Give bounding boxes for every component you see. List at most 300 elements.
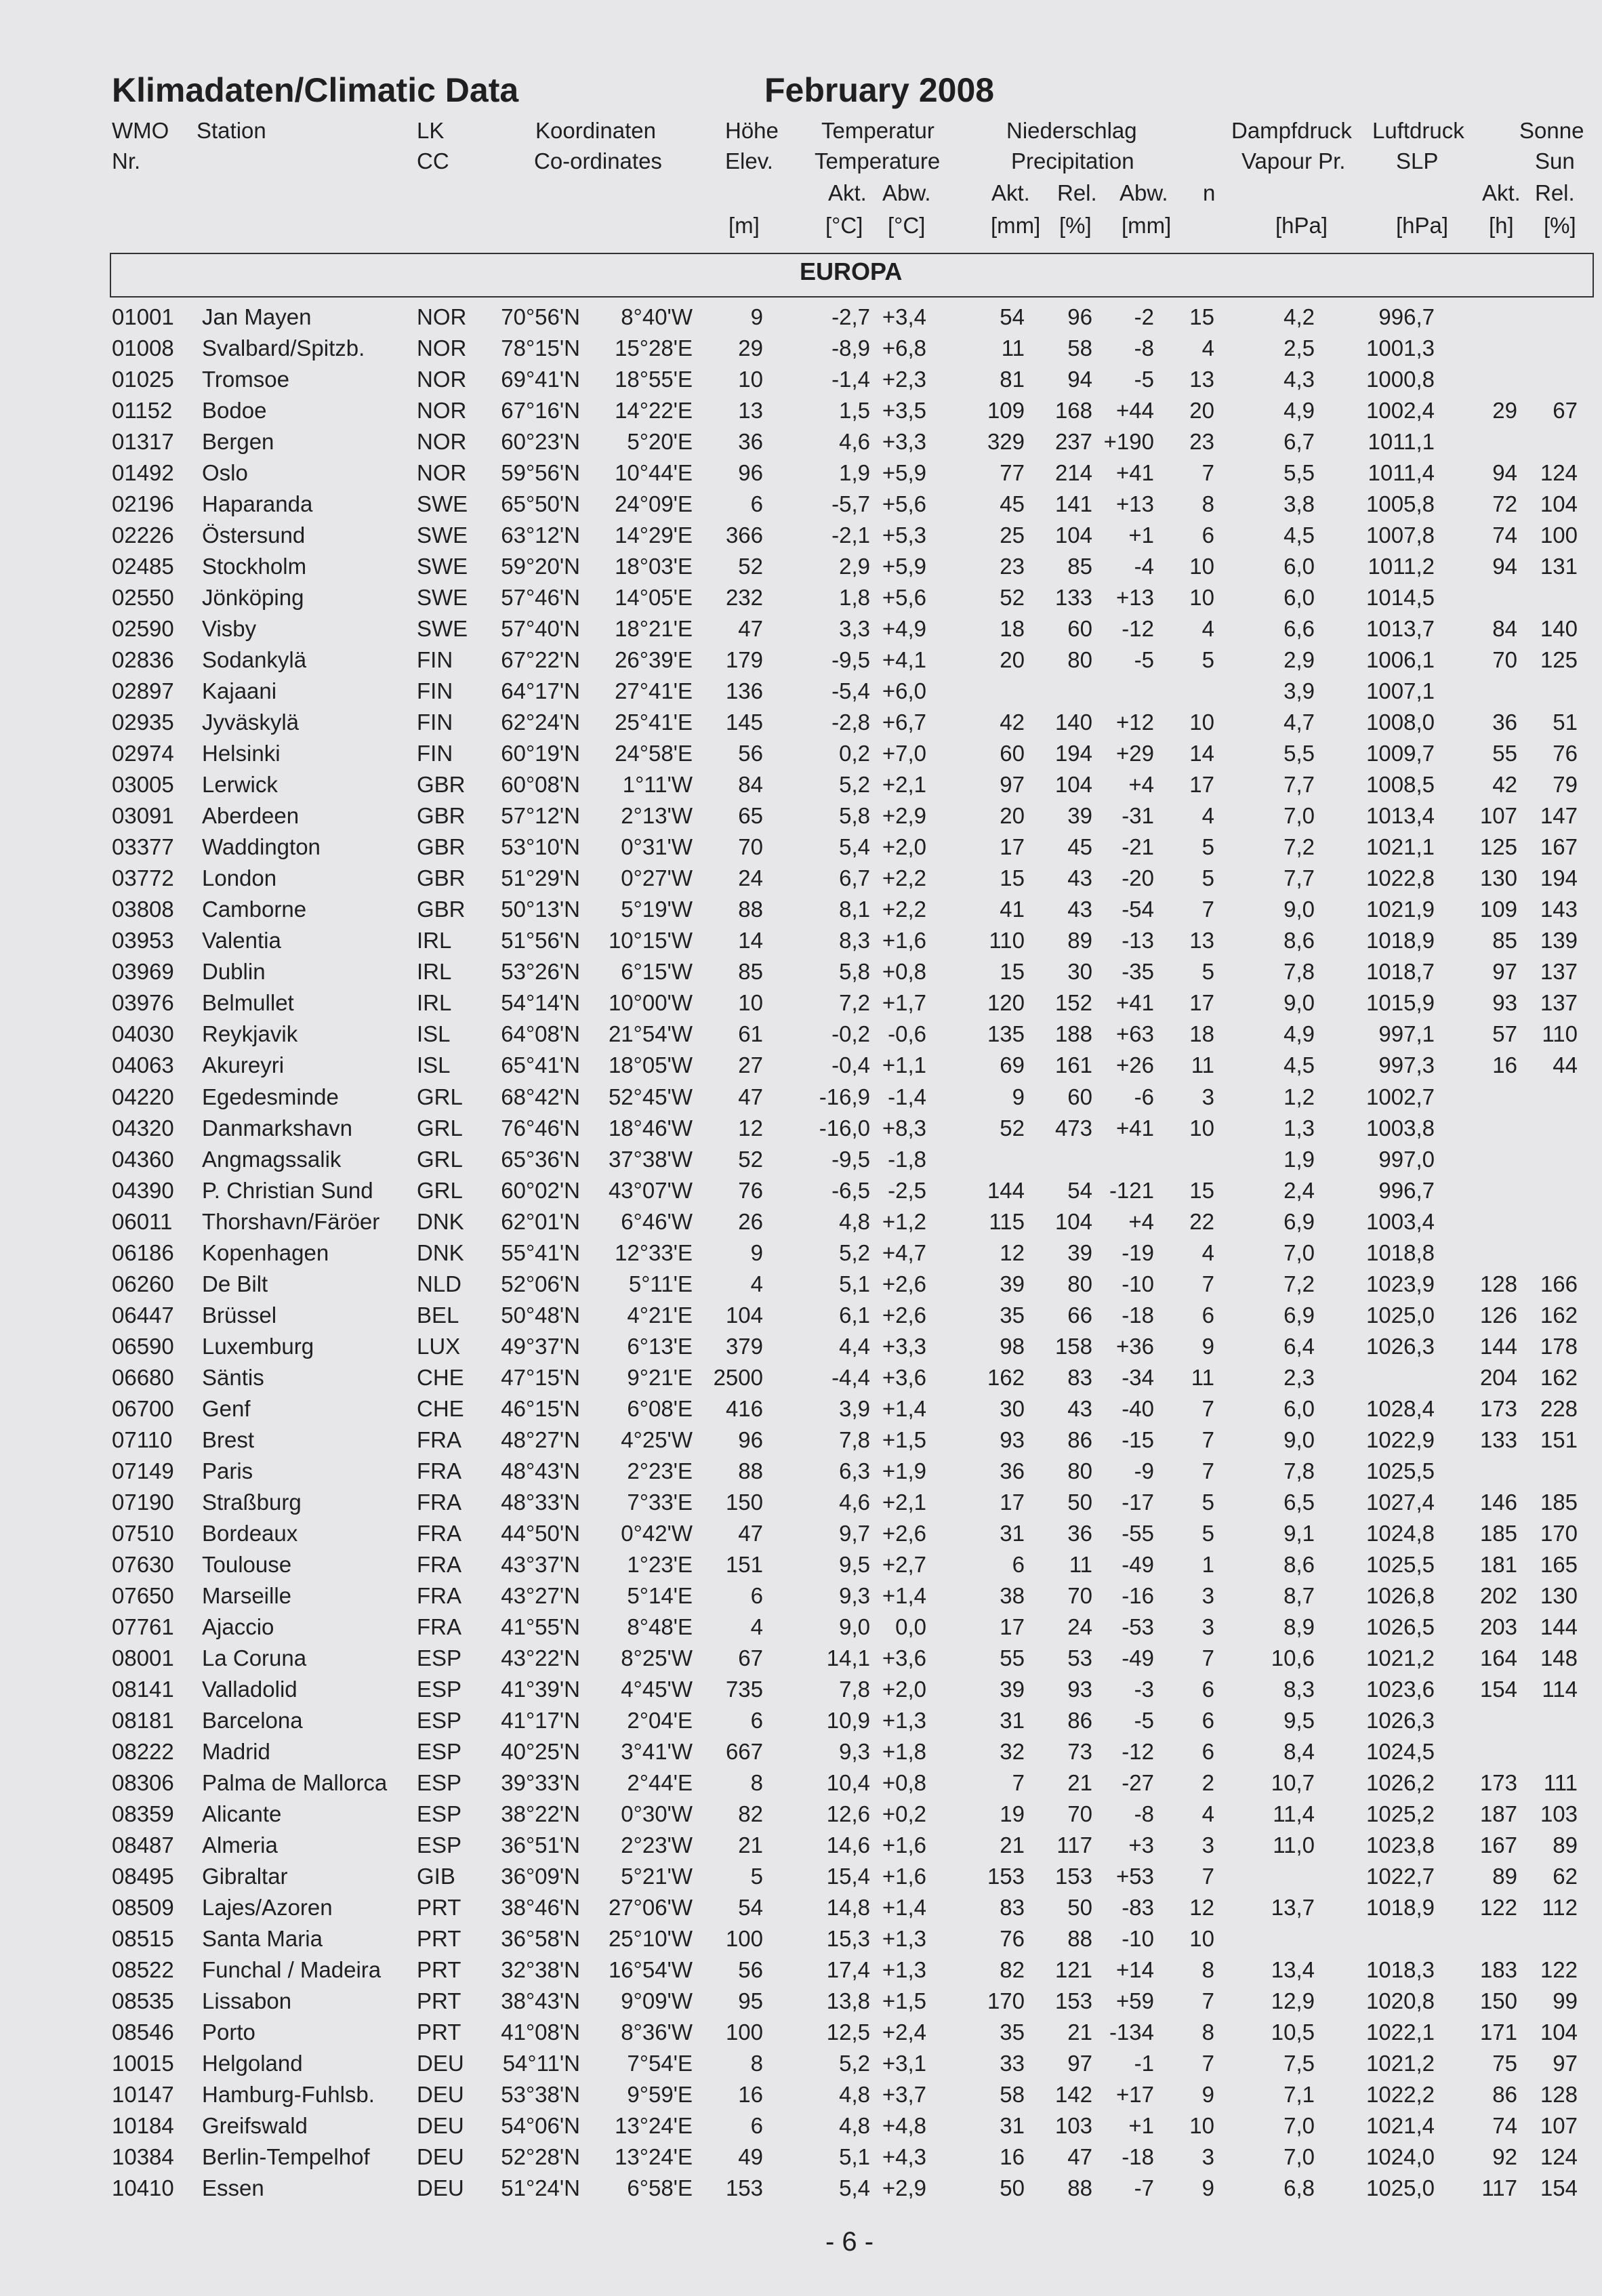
prec-deviation: -53 (1122, 1614, 1154, 1639)
wmo-number: 06186 (112, 1239, 174, 1265)
latitude: 32°38'N (501, 1957, 580, 1983)
slp: 1022,2 (1366, 2082, 1435, 2108)
country-code: ESP (417, 1645, 462, 1670)
latitude: 52°06'N (501, 1271, 580, 1296)
longitude: 0°27'W (621, 865, 693, 891)
longitude: 8°40'W (621, 304, 693, 329)
prec-relative: 70 (1067, 1801, 1092, 1826)
vapour-pressure: 6,0 (1283, 1395, 1315, 1421)
header-prec-abw: Abw. (1120, 180, 1168, 205)
sun-hours: 84 (1492, 616, 1517, 642)
country-code: DEU (417, 2113, 464, 2139)
prec-deviation: -54 (1122, 897, 1154, 922)
station-name: Helgoland (202, 2051, 303, 2076)
latitude: 57°40'N (501, 616, 580, 642)
prec-deviation: -34 (1122, 1364, 1154, 1390)
slp: 996,7 (1378, 304, 1435, 329)
sun-relative: 140 (1540, 616, 1578, 642)
prec-actual: 31 (1000, 2113, 1025, 2139)
station-name: Oslo (202, 460, 248, 486)
wmo-number: 08522 (112, 1957, 174, 1983)
prec-deviation: -12 (1122, 616, 1154, 642)
prec-relative: 24 (1067, 1614, 1092, 1639)
country-code: CHE (417, 1364, 464, 1390)
table-row (0, 1986, 1602, 2017)
latitude: 38°22'N (501, 1801, 580, 1826)
wmo-number: 06590 (112, 1333, 174, 1359)
temp-actual: -2,7 (831, 304, 870, 329)
temp-actual: 4,4 (839, 1333, 870, 1359)
latitude: 69°41'N (501, 367, 580, 392)
sun-relative: 97 (1553, 2051, 1578, 2076)
country-code: CHE (417, 1395, 464, 1421)
header-koordinaten: Koordinaten (535, 118, 656, 143)
prec-actual: 83 (1000, 1895, 1025, 1921)
slp: 1022,7 (1366, 1864, 1435, 1889)
prec-relative: 188 (1054, 1021, 1092, 1047)
temp-actual: 6,3 (839, 1458, 870, 1483)
prec-actual: 76 (1000, 1926, 1025, 1952)
sun-hours: 74 (1492, 522, 1517, 548)
latitude: 63°12'N (501, 522, 580, 548)
slp: 1025,5 (1366, 1458, 1435, 1483)
prec-deviation: -10 (1122, 1926, 1154, 1952)
temp-actual: 1,8 (839, 585, 870, 611)
prec-days: 10 (1189, 585, 1214, 611)
prec-relative: 93 (1067, 1676, 1092, 1702)
longitude: 2°44'E (627, 1769, 693, 1795)
latitude: 65°50'N (501, 491, 580, 517)
temp-deviation: +3,6 (882, 1364, 926, 1390)
sun-hours: 89 (1492, 1864, 1517, 1889)
latitude: 50°48'N (501, 1302, 580, 1328)
longitude: 14°29'E (615, 522, 693, 548)
prec-days: 5 (1202, 1520, 1214, 1546)
temp-deviation: +1,6 (882, 928, 926, 954)
sun-hours: 36 (1492, 710, 1517, 735)
station-name: Toulouse (202, 1551, 292, 1577)
vapour-pressure: 4,5 (1283, 1052, 1315, 1078)
prec-deviation: +14 (1116, 1957, 1154, 1983)
header-temperature: Temperature (815, 148, 941, 173)
vapour-pressure: 8,3 (1283, 1676, 1315, 1702)
prec-relative: 80 (1067, 1271, 1092, 1296)
prec-actual: 6 (1012, 1551, 1025, 1577)
prec-actual: 153 (987, 1864, 1025, 1889)
sun-relative: 147 (1540, 803, 1578, 829)
longitude: 1°23'E (627, 1551, 693, 1577)
wmo-number: 10410 (112, 2175, 174, 2201)
country-code: FIN (417, 678, 453, 704)
vapour-pressure: 1,3 (1283, 1115, 1315, 1141)
station-name: Jyväskylä (202, 710, 300, 735)
temp-actual: 4,8 (839, 1208, 870, 1234)
station-name: Lissabon (202, 1988, 292, 2014)
wmo-number: 01008 (112, 335, 174, 361)
prec-days: 4 (1202, 616, 1214, 642)
slp: 1024,0 (1366, 2144, 1435, 2170)
prec-days: 3 (1202, 1084, 1214, 1109)
vapour-pressure: 2,3 (1283, 1364, 1315, 1390)
latitude: 65°41'N (501, 1052, 580, 1078)
temp-actual: -2,1 (831, 522, 870, 548)
temp-actual: 9,7 (839, 1520, 870, 1546)
prec-actual: 18 (1000, 616, 1025, 642)
prec-deviation: -9 (1134, 1458, 1154, 1483)
vapour-pressure: 7,0 (1283, 2144, 1315, 2170)
prec-deviation: -4 (1134, 554, 1154, 579)
slp: 1025,0 (1366, 2175, 1435, 2201)
temp-actual: 6,7 (839, 865, 870, 891)
prec-actual: 82 (1000, 1957, 1025, 1983)
elevation: 6 (750, 491, 763, 517)
prec-days: 7 (1202, 1395, 1214, 1421)
slp: 1024,5 (1366, 1738, 1435, 1764)
elevation: 52 (738, 554, 763, 579)
vapour-pressure: 7,7 (1283, 772, 1315, 798)
temp-deviation: +4,8 (882, 2113, 926, 2139)
header-sun-unit-akt: [h] (1489, 213, 1514, 238)
country-code: NOR (417, 398, 467, 424)
table-row (0, 520, 1602, 551)
temp-deviation: +3,3 (882, 1333, 926, 1359)
temp-deviation: +1,2 (882, 1208, 926, 1234)
sun-hours: 130 (1479, 865, 1517, 891)
slp: 1011,1 (1368, 429, 1435, 455)
country-code: FRA (417, 1614, 461, 1639)
station-name: Sodankylä (202, 647, 307, 673)
sun-hours: 94 (1492, 554, 1517, 579)
sun-hours: 204 (1479, 1364, 1517, 1390)
temp-deviation: +2,0 (882, 1676, 926, 1702)
temp-deviation: +1,4 (882, 1895, 926, 1921)
table-row (0, 1487, 1602, 1518)
slp: 1014,5 (1366, 585, 1435, 611)
prec-relative: 133 (1054, 585, 1092, 611)
sun-relative: 162 (1540, 1302, 1578, 1328)
vapour-pressure: 7,0 (1283, 2113, 1315, 2139)
sun-hours: 93 (1492, 990, 1517, 1016)
wmo-number: 07650 (112, 1582, 174, 1608)
prec-relative: 21 (1067, 1769, 1092, 1795)
longitude: 26°39'E (615, 647, 693, 673)
temp-actual: 5,2 (839, 1239, 870, 1265)
latitude: 55°41'N (501, 1239, 580, 1265)
vapour-pressure: 6,7 (1283, 429, 1315, 455)
vapour-pressure: 7,2 (1283, 1271, 1315, 1296)
sun-relative: 128 (1540, 2082, 1578, 2108)
prec-deviation: +13 (1116, 585, 1154, 611)
vapour-pressure: 2,9 (1283, 647, 1315, 673)
header-vapour-unit: [hPa] (1275, 213, 1328, 238)
slp: 1021,9 (1366, 897, 1435, 922)
temp-actual: 9,5 (839, 1551, 870, 1577)
prec-relative: 168 (1054, 398, 1092, 424)
latitude: 70°56'N (501, 304, 580, 329)
slp: 1003,8 (1366, 1115, 1435, 1141)
header-elev-unit: [m] (728, 213, 760, 238)
prec-actual: 15 (1000, 865, 1025, 891)
prec-actual: 17 (1000, 1614, 1025, 1639)
elevation: 100 (725, 1926, 763, 1952)
header-wmo-nr: Nr. (112, 148, 141, 173)
temp-actual: 5,8 (839, 803, 870, 829)
elevation: 85 (738, 959, 763, 985)
prec-relative: 43 (1067, 1395, 1092, 1421)
latitude: 54°06'N (501, 2113, 580, 2139)
longitude: 6°13'E (627, 1333, 693, 1359)
station-name: Greifswald (202, 2113, 308, 2139)
table-row (0, 333, 1602, 364)
station-name: Valladolid (202, 1676, 297, 1702)
prec-relative: 60 (1067, 1084, 1092, 1109)
slp: 1027,4 (1366, 1489, 1435, 1515)
prec-relative: 153 (1054, 1864, 1092, 1889)
longitude: 18°46'W (608, 1115, 693, 1141)
temp-actual: 5,2 (839, 2051, 870, 2076)
wmo-number: 01001 (112, 304, 174, 329)
prec-deviation: +17 (1116, 2082, 1154, 2108)
slp: 1006,1 (1366, 647, 1435, 673)
longitude: 18°05'W (608, 1052, 693, 1078)
temp-deviation: +5,9 (882, 460, 926, 486)
sun-hours: 117 (1481, 2175, 1517, 2201)
temp-deviation: +1,4 (882, 1395, 926, 1421)
table-row (0, 1923, 1602, 1954)
prec-relative: 80 (1067, 647, 1092, 673)
longitude: 8°25'W (621, 1645, 693, 1670)
wmo-number: 08001 (112, 1645, 174, 1670)
country-code: NOR (417, 460, 467, 486)
latitude: 41°39'N (501, 1676, 580, 1702)
prec-deviation: -8 (1134, 1801, 1154, 1826)
prec-relative: 237 (1054, 429, 1092, 455)
station-name: Almeria (202, 1832, 278, 1858)
slp: 1025,2 (1366, 1801, 1435, 1826)
country-code: SWE (417, 522, 468, 548)
vapour-pressure: 13,4 (1271, 1957, 1315, 1983)
longitude: 14°22'E (615, 398, 693, 424)
prec-relative: 152 (1054, 990, 1092, 1016)
latitude: 67°16'N (501, 398, 580, 424)
country-code: NOR (417, 367, 467, 392)
vapour-pressure: 8,6 (1283, 928, 1315, 954)
table-row (0, 1362, 1602, 1393)
temp-actual: -16,9 (819, 1084, 870, 1109)
station-name: Haparanda (202, 491, 313, 517)
temp-actual: -4,4 (831, 1364, 870, 1390)
vapour-pressure: 2,4 (1283, 1177, 1315, 1203)
longitude: 0°31'W (621, 834, 693, 860)
prec-relative: 54 (1067, 1177, 1092, 1203)
sun-relative: 111 (1543, 1769, 1578, 1795)
station-name: Bodoe (202, 398, 267, 424)
prec-days: 6 (1202, 1707, 1214, 1733)
temp-deviation: +6,7 (882, 710, 926, 735)
slp: 1023,9 (1366, 1271, 1435, 1296)
prec-days: 3 (1202, 1582, 1214, 1608)
station-name: Belmullet (202, 990, 294, 1016)
table-row (0, 395, 1602, 426)
slp: 1000,8 (1366, 367, 1435, 392)
slp: 1015,9 (1366, 990, 1435, 1016)
prec-relative: 43 (1067, 897, 1092, 922)
prec-days: 2 (1202, 1769, 1214, 1795)
prec-relative: 47 (1067, 2144, 1092, 2170)
elevation: 82 (738, 1801, 763, 1826)
wmo-number: 07510 (112, 1520, 174, 1546)
longitude: 6°08'E (627, 1395, 693, 1421)
temp-actual: 15,4 (826, 1864, 870, 1889)
station-name: Helsinki (202, 741, 281, 766)
longitude: 5°20'E (627, 429, 693, 455)
prec-days: 12 (1189, 1895, 1214, 1921)
elevation: 29 (738, 335, 763, 361)
temp-deviation: +3,1 (882, 2051, 926, 2076)
elevation: 100 (725, 2020, 763, 2045)
temp-deviation: -0,6 (888, 1021, 926, 1047)
longitude: 9°21'E (627, 1364, 693, 1390)
elevation: 667 (725, 1738, 763, 1764)
station-name: Lerwick (202, 772, 278, 798)
longitude: 12°33'E (615, 1239, 693, 1265)
latitude: 43°27'N (501, 1582, 580, 1608)
prec-relative: 94 (1067, 367, 1092, 392)
country-code: ESP (417, 1676, 462, 1702)
station-name: La Coruna (202, 1645, 307, 1670)
prec-actual: 39 (1000, 1271, 1025, 1296)
country-code: PRT (417, 1926, 461, 1952)
wmo-number: 04320 (112, 1115, 174, 1141)
region-label: EUROPA (800, 258, 903, 285)
latitude: 59°20'N (501, 554, 580, 579)
elevation: 54 (738, 1895, 763, 1921)
temp-deviation: -2,5 (888, 1177, 926, 1203)
vapour-pressure: 4,9 (1283, 1021, 1315, 1047)
slp: 1013,7 (1366, 616, 1435, 642)
vapour-pressure: 13,7 (1271, 1895, 1315, 1921)
prec-actual: 115 (989, 1208, 1025, 1234)
prec-deviation: -3 (1134, 1676, 1154, 1702)
sun-relative: 67 (1553, 398, 1578, 424)
table-row (0, 426, 1602, 457)
wmo-number: 01152 (112, 398, 173, 424)
temp-deviation: +1,3 (882, 1957, 926, 1983)
temp-deviation: 0,0 (895, 1614, 926, 1639)
station-name: Straßburg (202, 1489, 302, 1515)
temp-deviation: +0,8 (882, 959, 926, 985)
latitude: 48°33'N (501, 1489, 580, 1515)
temp-deviation: +2,3 (882, 367, 926, 392)
prec-relative: 142 (1054, 2082, 1092, 2108)
latitude: 65°36'N (501, 1146, 580, 1172)
sun-relative: 130 (1540, 1582, 1578, 1608)
temp-actual: 8,1 (839, 897, 870, 922)
table-row (0, 582, 1602, 613)
slp: 1025,0 (1366, 1302, 1435, 1328)
table-row (0, 457, 1602, 489)
temp-actual: 2,9 (839, 554, 870, 579)
station-name: Ajaccio (202, 1614, 274, 1639)
prec-days: 10 (1189, 1926, 1214, 1952)
sun-relative: 228 (1540, 1395, 1578, 1421)
table-row (0, 1144, 1602, 1175)
station-name: Santa Maria (202, 1926, 323, 1952)
temp-deviation: +1,7 (882, 990, 926, 1016)
vapour-pressure: 9,1 (1283, 1520, 1315, 1546)
wmo-number: 10147 (112, 2082, 174, 2108)
prec-days: 10 (1189, 710, 1214, 735)
table-row (0, 489, 1602, 520)
vapour-pressure: 11,4 (1273, 1801, 1315, 1826)
temp-actual: 14,1 (826, 1645, 870, 1670)
temp-actual: -2,8 (831, 710, 870, 735)
latitude: 36°58'N (501, 1926, 580, 1952)
latitude: 43°37'N (501, 1551, 580, 1577)
station-name: Waddington (202, 834, 321, 860)
prec-actual: 109 (987, 398, 1025, 424)
header-dampfdruck: Dampfdruck (1231, 118, 1352, 143)
wmo-number: 01025 (112, 367, 174, 392)
prec-days: 3 (1202, 2144, 1214, 2170)
temp-deviation: +1,8 (882, 1738, 926, 1764)
wmo-number: 02836 (112, 647, 174, 673)
wmo-number: 02226 (112, 522, 174, 548)
prec-days: 8 (1202, 1957, 1214, 1983)
station-name: Essen (202, 2175, 264, 2201)
temp-actual: 5,1 (839, 2144, 870, 2170)
elevation: 96 (738, 1427, 763, 1452)
sun-hours: 86 (1492, 2082, 1517, 2108)
prec-relative: 96 (1067, 304, 1092, 329)
table-row (0, 1424, 1602, 1456)
slp: 1026,3 (1366, 1707, 1435, 1733)
sun-hours: 128 (1479, 1271, 1517, 1296)
prec-deviation: -27 (1122, 1769, 1154, 1795)
elevation: 96 (738, 460, 763, 486)
table-row (0, 1892, 1602, 1923)
prec-days: 5 (1202, 1489, 1214, 1515)
sun-hours: 107 (1479, 803, 1517, 829)
slp: 1024,8 (1366, 1520, 1435, 1546)
vapour-pressure: 7,5 (1283, 2051, 1315, 2076)
vapour-pressure: 6,9 (1283, 1302, 1315, 1328)
elevation: 47 (738, 1520, 763, 1546)
sun-hours: 125 (1479, 834, 1517, 860)
vapour-pressure: 4,5 (1283, 522, 1315, 548)
prec-actual: 69 (1000, 1052, 1025, 1078)
table-row (0, 613, 1602, 644)
table-row (0, 302, 1602, 333)
prec-deviation: +29 (1116, 741, 1154, 766)
elevation: 24 (738, 865, 763, 891)
longitude: 24°09'E (615, 491, 693, 517)
table-row (0, 1674, 1602, 1705)
wmo-number: 08495 (112, 1864, 174, 1889)
prec-relative: 121 (1054, 1957, 1092, 1983)
slp: 1026,8 (1366, 1582, 1435, 1608)
wmo-number: 08141 (112, 1676, 174, 1702)
prec-relative: 158 (1054, 1333, 1092, 1359)
prec-actual: 77 (1000, 460, 1025, 486)
latitude: 53°10'N (501, 834, 580, 860)
vapour-pressure: 9,0 (1283, 1427, 1315, 1452)
country-code: NOR (417, 335, 467, 361)
temp-actual: -9,5 (831, 647, 870, 673)
wmo-number: 03953 (112, 928, 174, 954)
vapour-pressure: 8,9 (1283, 1614, 1315, 1639)
wmo-number: 02974 (112, 741, 174, 766)
